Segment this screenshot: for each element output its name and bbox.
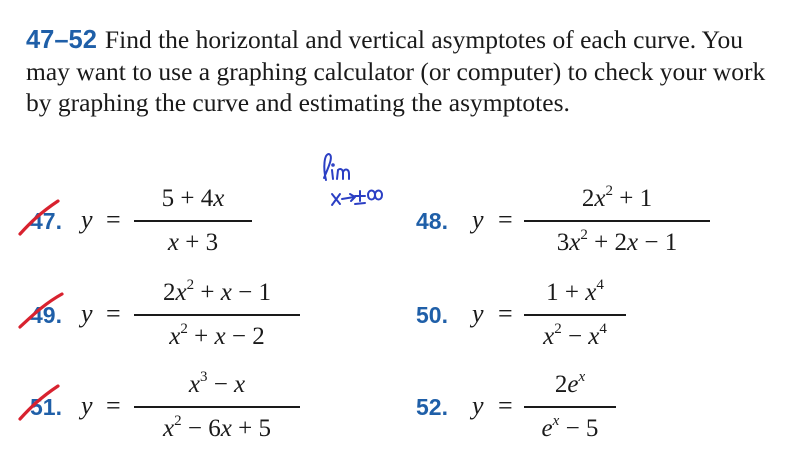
exercise-number: 50. — [416, 302, 448, 328]
numerator: $1 + x^4$ — [546, 277, 604, 306]
denominator: $e^x - 5$ — [541, 413, 599, 442]
denominator: x + 3 — [167, 229, 219, 256]
fraction-bar — [524, 406, 616, 408]
exercise-50 — [416, 272, 676, 362]
numerator: $2x^2 + 1$ — [581, 183, 653, 212]
denominator: $x^2 - 6x + 5$ — [163, 413, 271, 442]
equals-sign: = — [106, 299, 121, 328]
fraction-bar — [524, 314, 626, 316]
denominator: $3x^2 + 2x - 1$ — [556, 227, 678, 256]
exercise-51 — [26, 364, 326, 454]
equals-sign: = — [498, 299, 513, 328]
fraction — [134, 364, 300, 454]
fraction-bar — [134, 406, 300, 408]
y-variable: y — [81, 391, 93, 420]
denominator: $x^2 + x - 2$ — [169, 321, 265, 350]
y-variable: y — [81, 299, 93, 328]
check-mark-49 — [16, 290, 66, 332]
instructions-text: Find the horizontal and vertical asymptotes of each curve. You may want to use a graphing calculator (or computer) to check your work by graphing the curve and estimating the asymptotes. — [26, 25, 766, 117]
fraction — [524, 178, 710, 268]
y-variable: y — [81, 205, 93, 234]
handwritten-lim-annotation — [302, 150, 414, 214]
equals-sign: = — [498, 205, 513, 234]
numerator: $2x^2 + x - 1$ — [163, 277, 271, 306]
exercise-49 — [26, 272, 316, 362]
check-mark-47 — [16, 197, 62, 239]
fraction — [524, 272, 626, 362]
equals-sign: = — [498, 391, 513, 420]
exercise-48 — [416, 178, 736, 268]
exercise-number: 47. — [30, 208, 62, 234]
equals-sign: = — [106, 205, 121, 234]
check-mark-51 — [16, 382, 62, 424]
problem-instructions — [26, 24, 776, 118]
exercise-52 — [416, 364, 676, 454]
fraction — [134, 272, 300, 362]
numerator: 5 + 4x — [161, 185, 225, 212]
exercise-number: 49. — [30, 302, 62, 328]
fraction — [134, 178, 252, 268]
y-variable: y — [472, 391, 484, 420]
exercise-number: 48. — [416, 208, 448, 234]
fraction-bar — [524, 220, 710, 222]
numerator: $x^3 - x$ — [188, 369, 246, 398]
denominator: $x^2 - x^4$ — [543, 321, 607, 350]
fraction-bar — [134, 220, 252, 222]
equals-sign: = — [106, 391, 121, 420]
numerator: $2e^x$ — [554, 369, 586, 398]
exercise-number: 51. — [30, 394, 62, 420]
y-variable: y — [472, 299, 484, 328]
y-variable: y — [472, 205, 484, 234]
fraction-bar — [134, 314, 300, 316]
problem-range-heading: 47–52 — [26, 26, 97, 54]
exercise-47 — [26, 178, 266, 268]
fraction — [524, 364, 616, 454]
exercise-number: 52. — [416, 394, 448, 420]
